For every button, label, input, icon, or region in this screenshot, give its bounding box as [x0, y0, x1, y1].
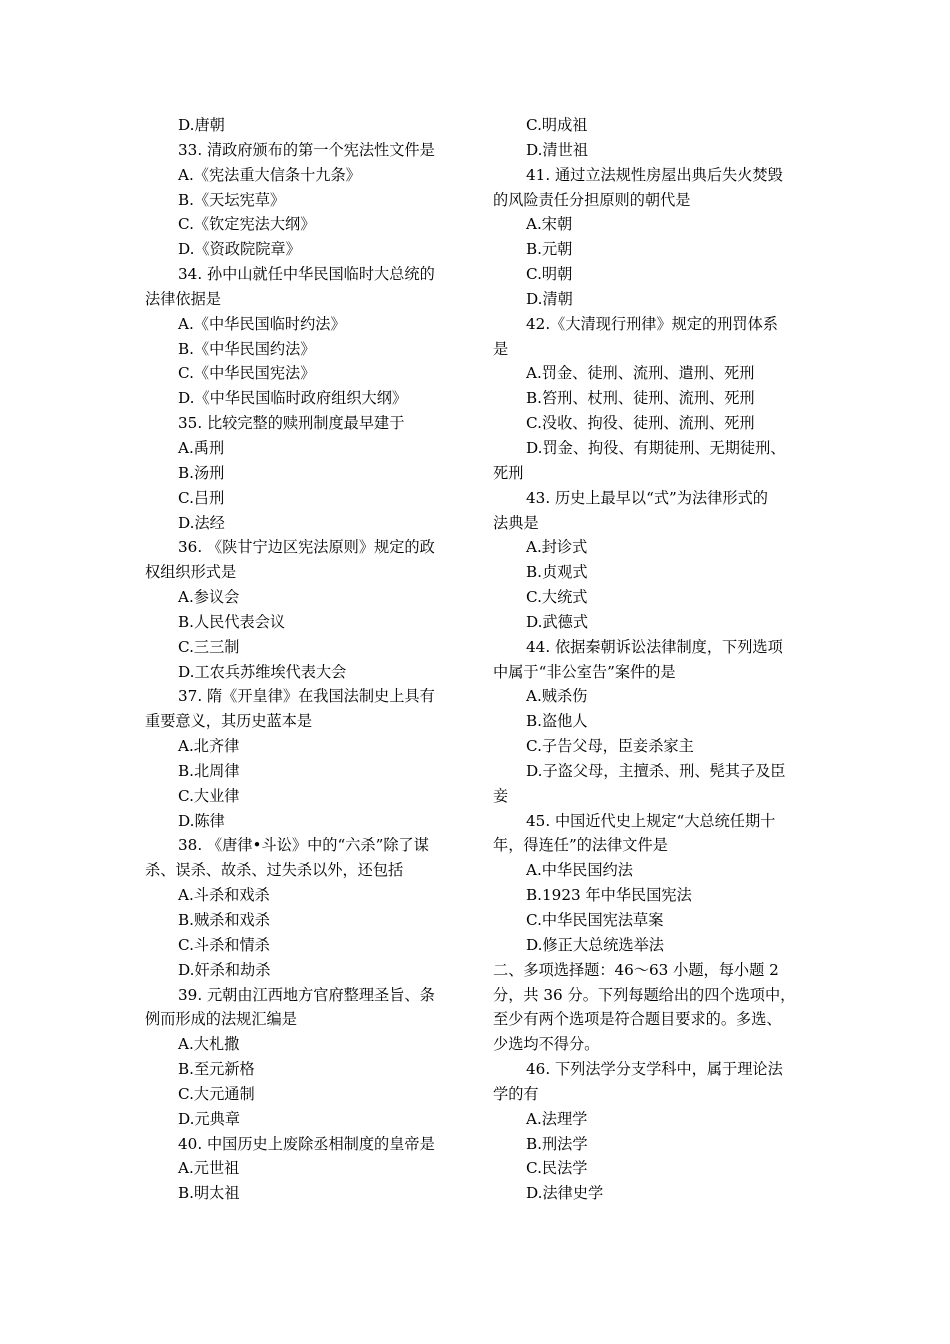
answer-option: C.中华民国宪法草案	[526, 911, 664, 929]
question-line: 43. 历史上最早以“式”为法律形式的	[526, 488, 768, 507]
question-line: 46. 下列法学分支学科中，属于理论法	[526, 1060, 783, 1079]
answer-option: C.大统式	[526, 588, 588, 607]
answer-option: A.禹刑	[178, 438, 225, 457]
answer-option: B.至元新格	[178, 1060, 255, 1079]
answer-option: B.贞观式	[526, 563, 588, 582]
question-line: 39. 元朝由江西地方官府整理圣旨、条	[178, 985, 435, 1004]
answer-option: C.《钦定宪法大纲》	[178, 215, 316, 234]
answer-option: B.刑法学	[526, 1134, 588, 1153]
answer-option: D.法律史学	[526, 1184, 604, 1203]
answer-option: A.中华民国约法	[526, 861, 633, 880]
answer-option: D.《资政院院章》	[178, 240, 301, 259]
text-line: 的风险责任分担原则的朝代是	[493, 190, 691, 209]
right-column	[493, 113, 813, 1206]
answer-option: D.《中华民国临时政府组织大纲》	[178, 389, 408, 408]
answer-option: B.北周律	[178, 761, 240, 780]
question-line: 44. 依据秦朝诉讼法律制度，下列选项	[526, 637, 783, 656]
answer-option: D.清朝	[526, 289, 573, 308]
answer-option: B.《天坛宪草》	[178, 190, 286, 209]
answer-option: A.参议会	[178, 588, 240, 607]
answer-option: C.民法学	[526, 1159, 588, 1178]
text-line: 学的有	[493, 1084, 539, 1103]
answer-option: D.唐朝	[178, 116, 225, 134]
text-line: 死刑	[493, 463, 524, 482]
answer-option: C.明朝	[526, 265, 573, 284]
question-line: 35. 比较完整的赎刑制度最早建于	[178, 414, 405, 433]
answer-option: C.没收、拘役、徒刑、流刑、死刑	[526, 414, 755, 433]
answer-option: B.贼杀和戏杀	[178, 911, 270, 929]
answer-option: A.《中华民国临时约法》	[178, 314, 346, 333]
text-line: 分，共 36 分。下列每题给出的四个选项中，	[493, 985, 796, 1004]
answer-option: B.人民代表会议	[178, 612, 286, 631]
text-line: 中属于“非公室告”案件的是	[493, 662, 676, 681]
text-line: 少选均不得分。	[493, 1035, 600, 1054]
text-line: 二、多项选择题：46～63 小题，每小题 2	[493, 960, 779, 979]
text-line: 法典是	[493, 513, 539, 532]
answer-option: A.罚金、徒刑、流刑、遣刑、死刑	[526, 364, 755, 383]
answer-option: B.《中华民国约法》	[178, 339, 316, 358]
text-line: 例而形成的法规汇编是	[145, 1010, 297, 1029]
text-line: 至少有两个选项是符合题目要求的。多选、	[493, 1010, 782, 1029]
answer-option: D.陈律	[178, 811, 225, 830]
answer-option: B.1923 年中华民国宪法	[526, 886, 692, 905]
answer-option: C.三三制	[178, 637, 240, 656]
answer-option: C.《中华民国宪法》	[178, 364, 316, 383]
answer-option: D.清世祖	[526, 140, 589, 159]
answer-option: D.罚金、拘役、有期徒刑、无期徒刑、	[526, 438, 786, 457]
question-line: 37. 隋《开皇律》在我国法制史上具有	[178, 687, 435, 706]
question-line: 34. 孙中山就任中华民国临时大总统的	[178, 265, 435, 284]
question-line: 40. 中国历史上废除丞相制度的皇帝是	[178, 1134, 435, 1153]
text-line: 法律依据是	[145, 289, 221, 308]
left-column	[145, 113, 463, 1206]
answer-option: D.元典章	[178, 1109, 241, 1128]
answer-option: D.子盗父母，主擅杀、刑、髡其子及臣	[526, 761, 786, 780]
text-line: 是	[493, 339, 509, 358]
answer-option: D.修正大总统选举法	[526, 935, 664, 954]
answer-option: A.《宪法重大信条十九条》	[178, 165, 361, 184]
question-line: 41. 通过立法规性房屋出典后失火焚毁	[526, 165, 783, 184]
text-line: 妾	[493, 786, 509, 805]
answer-option: C.大元通制	[178, 1084, 255, 1103]
answer-option: D.工农兵苏维埃代表大会	[178, 662, 347, 681]
answer-option: A.宋朝	[526, 215, 573, 234]
question-line: 36. 《陕甘宁边区宪法原则》规定的政	[178, 538, 435, 557]
answer-option: D.法经	[178, 513, 225, 532]
answer-option: A.法理学	[526, 1109, 588, 1128]
answer-option: D.武德式	[526, 612, 589, 631]
answer-option: B.明太祖	[178, 1184, 240, 1203]
answer-option: C.大业律	[178, 786, 240, 805]
question-line: 38. 《唐律•斗讼》中的“六杀”除了谋	[178, 836, 429, 855]
question-line: 33. 清政府颁布的第一个宪法性文件是	[178, 140, 435, 159]
answer-option: A.斗杀和戏杀	[178, 886, 270, 905]
answer-option: D.奸杀和劫杀	[178, 960, 271, 979]
answer-option: C.斗杀和情杀	[178, 935, 270, 954]
answer-option: A.大札撒	[178, 1035, 240, 1054]
answer-option: C.吕刑	[178, 488, 225, 507]
answer-option: A.贼杀伤	[526, 687, 588, 706]
question-line: 42.《大清现行刑律》规定的刑罚体系	[526, 314, 778, 333]
answer-option: B.笞刑、杖刑、徒刑、流刑、死刑	[526, 389, 755, 408]
text-line: 权组织形式是	[145, 563, 237, 582]
answer-option: C.子告父母，臣妾杀家主	[526, 737, 694, 756]
answer-option: C.明成祖	[526, 116, 588, 134]
text-line: 杀、误杀、故杀、过失杀以外，还包括	[145, 861, 404, 880]
answer-option: A.元世祖	[178, 1159, 240, 1178]
answer-option: B.元朝	[526, 240, 573, 259]
text-line: 年，得连任”的法律文件是	[493, 836, 668, 855]
answer-option: A.封诊式	[526, 538, 588, 557]
text-line: 重要意义，其历史蓝本是	[145, 712, 313, 731]
answer-option: A.北齐律	[178, 737, 240, 756]
answer-option: B.盗他人	[526, 712, 588, 731]
answer-option: B.汤刑	[178, 463, 225, 482]
question-line: 45. 中国近代史上规定“大总统任期十	[526, 811, 776, 830]
